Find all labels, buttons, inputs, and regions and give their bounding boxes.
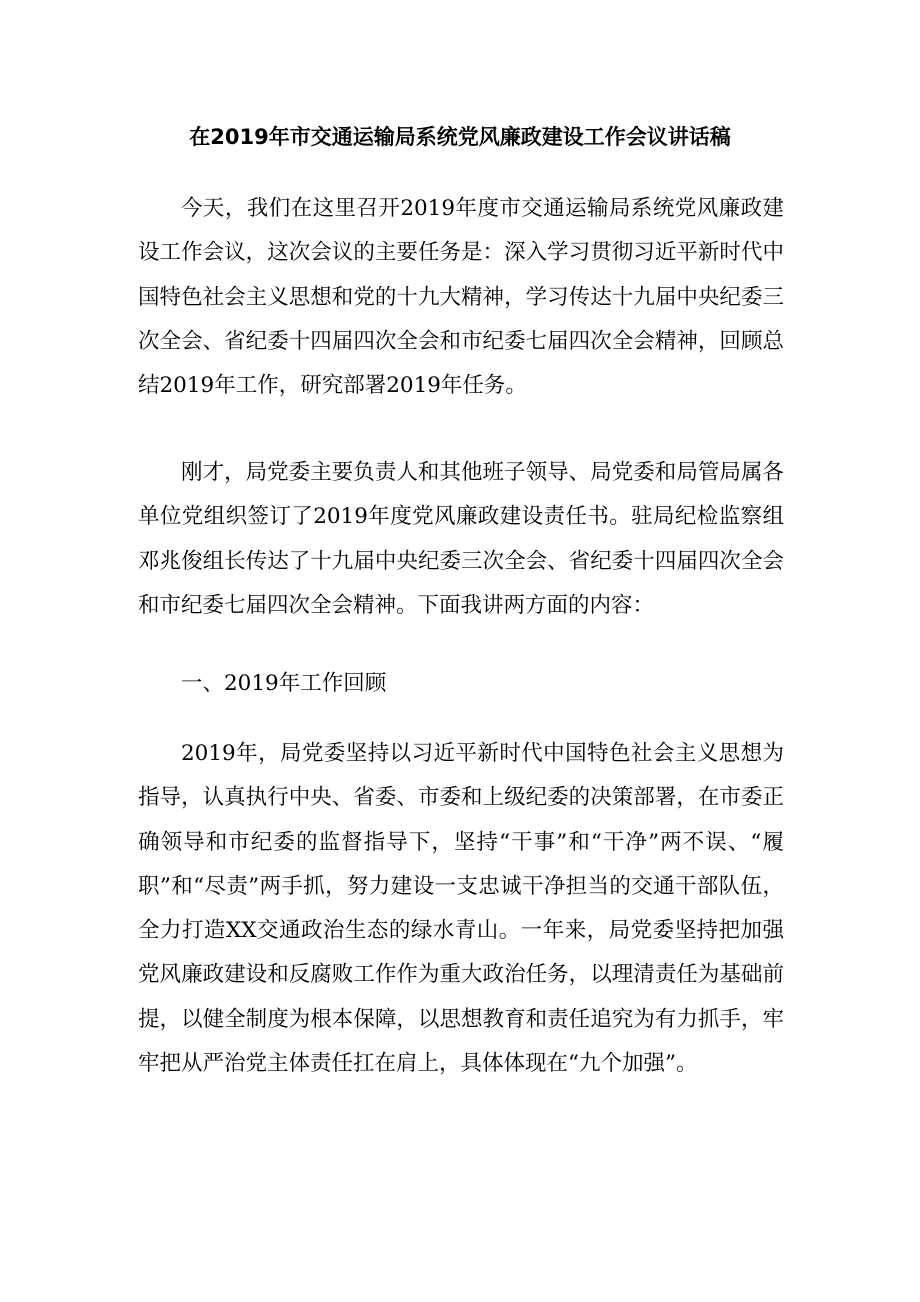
section-heading: 一、2019年工作回顾 — [181, 671, 387, 696]
paragraph-opening: 今天，我们在这里召开2019年度市交通运输局系统党风廉政建设工作会议，这次会议的主要任务是：深入学习贯彻习近平新时代中国特色社会主义思想和党的十九大精神，学习传达十九届中央纪委三次全会、省纪委十四届四次全会和市纪委七届四次全会精神，回顾总结2019年工作，研究部署2019年任务。 — [138, 196, 784, 399]
document-title: 在2019年市交通运输局系统党风廉政建设工作会议讲话稿 — [189, 125, 731, 149]
paragraph-signing: 刚才，局党委主要负责人和其他班子领导、局党委和局管局属各单位党组织签订了2019年度党风廉政建设责任书。驻局纪检监察组邓兆俊组长传达了十九届中央纪委三次全会、省纪委十四届四次全会和市纪委七届四次全会精神。下面我讲两方面的内容： — [138, 460, 784, 618]
paragraph-review: 2019年，局党委坚持以习近平新时代中国特色社会主义思想为指导，认真执行中央、省委、市委和上级纪委的决策部署，在市委正确领导和市纪委的监督指导下，坚持“干事”和“干净”两不误、“履职”和“尽责”两手抓，努力建设一支忠诚干净担当的交通干部队伍，全力打造XX交通政治生态的绿水青山。一年来，局党委坚持把加强党风廉政建设和反腐败工作作为重大政治任务，以理清责任为基础前提，以健全制度为根本保障，以思想教育和责任追究为有力抓手，牢牢把从严治党主体责任扛在肩上，具体体现在“九个加强”。 — [138, 741, 784, 1077]
